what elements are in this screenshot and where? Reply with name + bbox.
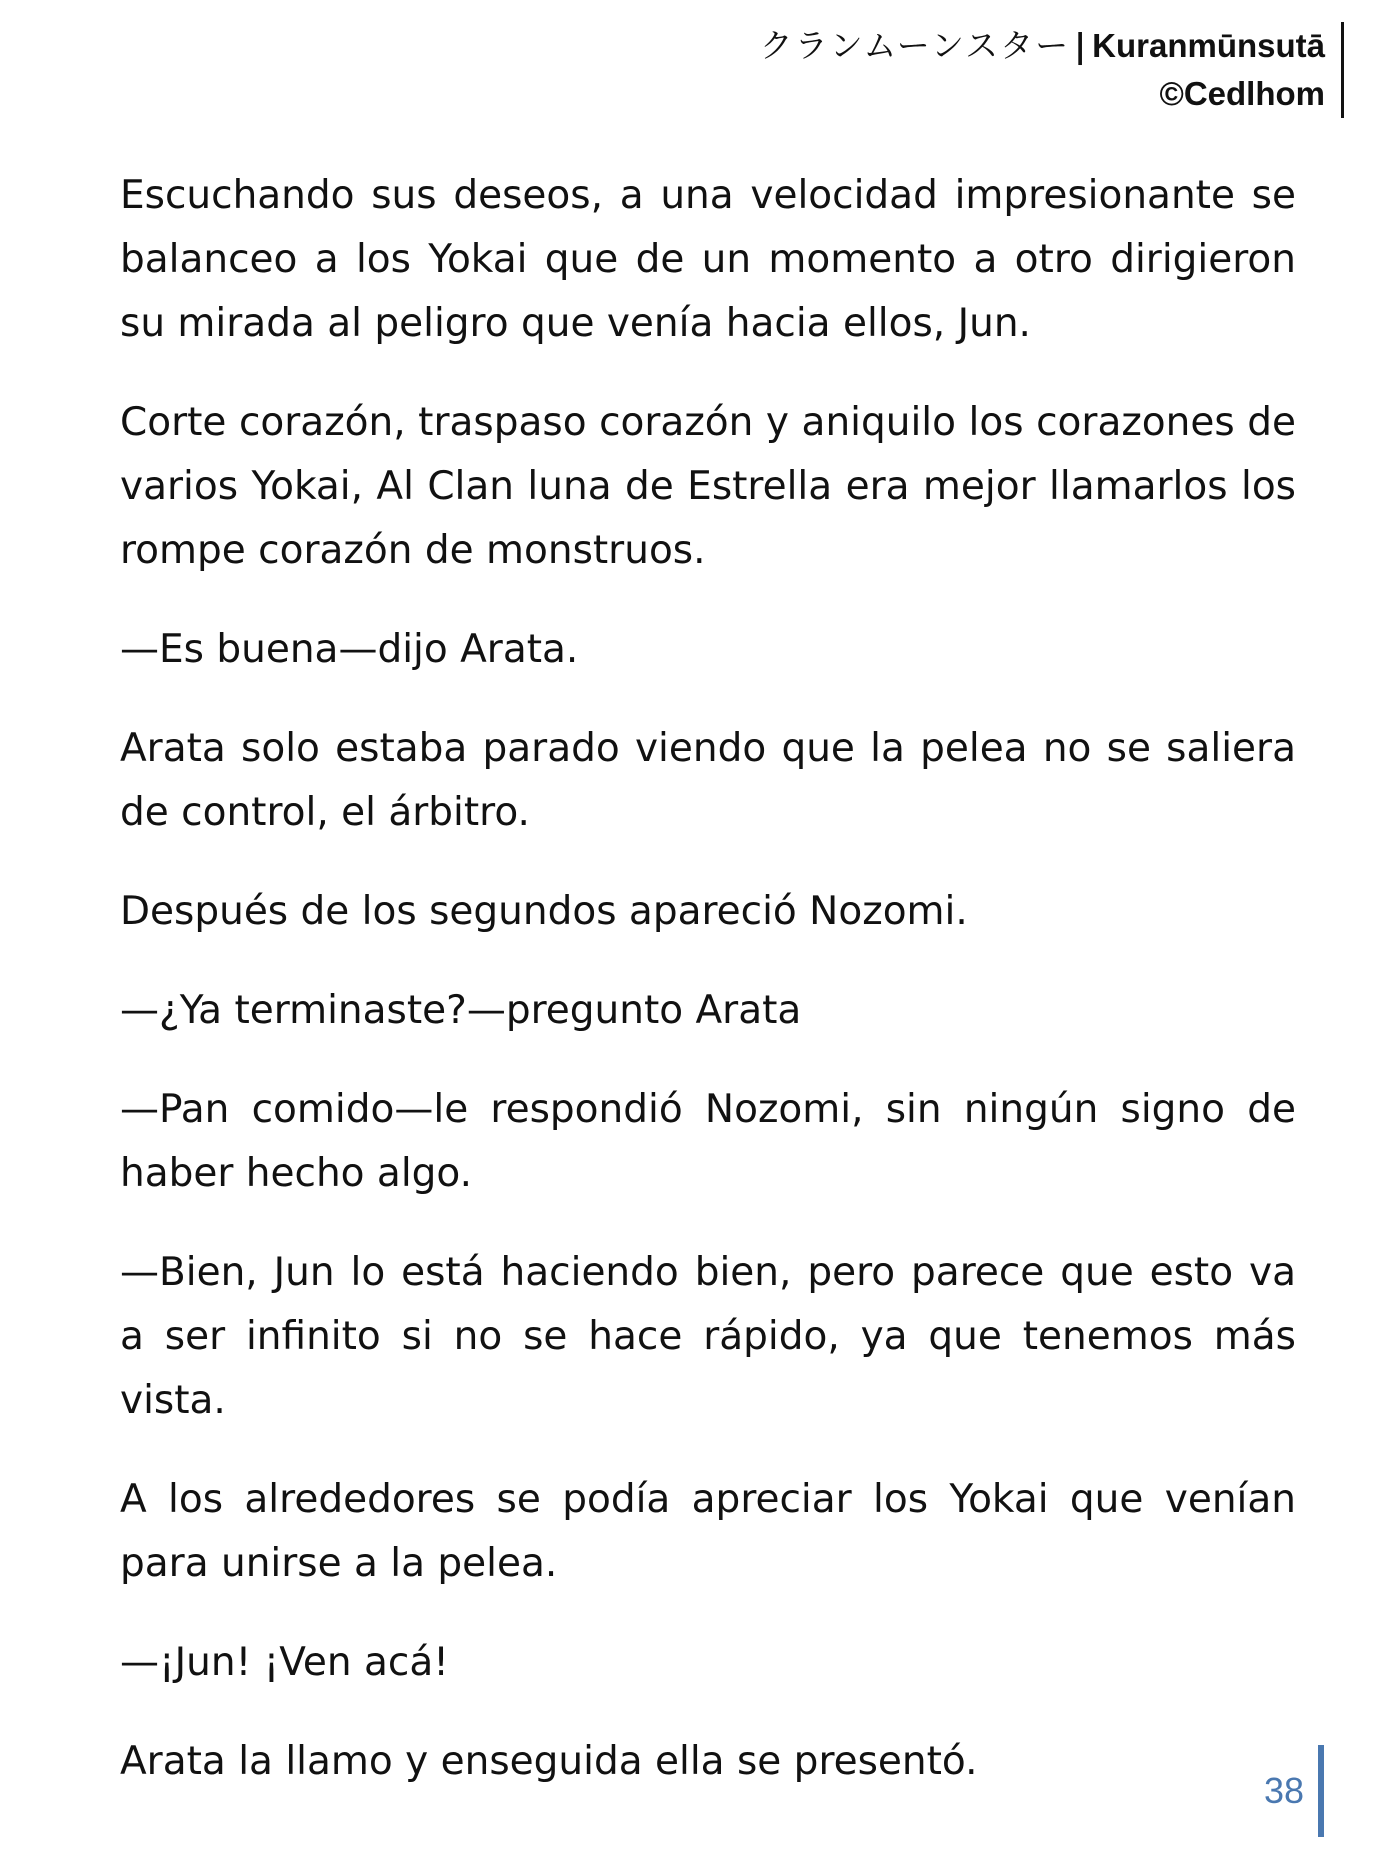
paragraph: Escuchando sus deseos, a una velocidad impresionante se balanceo a los Yokai que de un momento a otro dirigieron su mirada al peligro que venía hacia ellos, Jun. [120,173,1296,346]
running-header [760,22,1344,118]
paragraph: —Pan comido—le respondió Nozomi, sin ningún signo de haber hecho algo. [120,1087,1296,1196]
header-separator: | [1074,26,1087,65]
header-japanese-title: クランムーンスター [759,26,1071,65]
header-romaji-title: Kuranmūnsutā [1092,27,1325,64]
header-copyright: ©Cedlhom [1159,75,1325,112]
paragraph: —¡Jun! ¡Ven acá! [120,1640,449,1685]
header-title-line [760,22,1325,70]
body-text [120,164,1296,1829]
paragraph: Después de los segundos apareció Nozomi. [120,889,968,934]
paragraph: Corte corazón, traspaso corazón y aniquilo los corazones de varios Yokai, Al Clan luna de Estrella era mejor llamarlos los rompe corazón de monstruos. [120,400,1296,573]
paragraph: —¿Ya terminaste?—pregunto Arata [120,988,802,1033]
paragraph: A los alrededores se podía apreciar los Yokai que venían para unirse a la pelea. [120,1477,1296,1586]
paragraph: —Bien, Jun lo está haciendo bien, pero parece que esto va a ser infinito si no se hace rápido, ya que tenemos más vista. [120,1250,1296,1423]
paragraph: Arata la llamo y enseguida ella se presentó. [120,1739,978,1784]
page-number: 38 [1264,1745,1324,1837]
paragraph: —Es buena—dijo Arata. [120,627,579,672]
paragraph: Arata solo estaba parado viendo que la pelea no se saliera de control, el árbitro. [120,726,1296,835]
